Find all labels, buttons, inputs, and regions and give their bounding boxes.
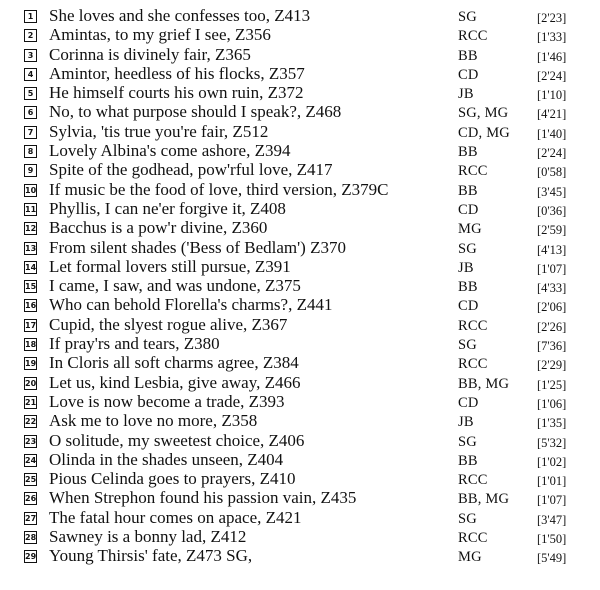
track-number-box: 14 <box>25 262 37 272</box>
track-number-box: 9 <box>24 164 37 177</box>
track-title: Young Thirsis' fate, Z473 SG, <box>49 546 253 566</box>
track-row <box>0 276 600 295</box>
track-duration: [1'33] <box>537 30 567 45</box>
track-number-box: 13 <box>25 243 37 253</box>
track-performers: RCC <box>458 28 488 45</box>
track-title: No, to what purpose should I speak?, Z468 <box>49 102 342 122</box>
track-number-box: 11 <box>25 204 37 214</box>
track-title: He himself courts his own ruin, Z372 <box>49 83 304 103</box>
track-title: Cupid, the slyest rogue alive, Z367 <box>49 314 288 334</box>
track-title: Lovely Albina's come ashore, Z394 <box>49 141 291 161</box>
track-row <box>0 218 600 237</box>
track-number-box: 6 <box>24 106 37 119</box>
track-performers: SG <box>458 240 477 257</box>
track-title: Phyllis, I can ne'er forgive it, Z408 <box>49 198 286 218</box>
track-title: Let us, kind Lesbia, give away, Z466 <box>49 372 301 392</box>
track-duration: [1'40] <box>537 126 567 141</box>
track-title: Ask me to love no more, Z358 <box>49 411 258 431</box>
track-title: When Strephon found his passion vain, Z435 <box>49 488 357 508</box>
track-title: If pray'rs and tears, Z380 <box>49 334 220 354</box>
track-number-box: 17 <box>25 320 37 330</box>
track-row <box>0 180 600 199</box>
track-duration: [1'10] <box>537 88 567 103</box>
track-title: Bacchus is a pow'r divine, Z360 <box>49 218 268 238</box>
track-performers: SG <box>458 337 477 354</box>
track-duration: [0'36] <box>537 203 567 218</box>
track-number-box: 24 <box>25 455 37 465</box>
track-number-box: 22 <box>25 417 37 427</box>
track-number-box: 4 <box>24 68 37 81</box>
track-number-box: 26 <box>25 494 37 504</box>
track-performers: BB <box>458 144 478 161</box>
track-performers: JB <box>458 259 474 276</box>
track-performers: RCC <box>458 530 488 547</box>
track-performers: MG <box>458 549 482 566</box>
track-list <box>0 6 600 566</box>
track-row <box>0 315 600 334</box>
track-row <box>0 392 600 411</box>
track-number-box: 23 <box>25 436 37 446</box>
track-number-box: 18 <box>25 340 37 350</box>
track-duration: [2'24] <box>537 146 567 161</box>
track-title: Pious Celinda goes to prayers, Z410 <box>49 469 296 489</box>
track-number-box: 25 <box>25 475 37 485</box>
track-duration: [3'45] <box>537 184 567 199</box>
track-row <box>0 83 600 102</box>
track-row <box>0 295 600 314</box>
track-title: Amintor, heedless of his flocks, Z357 <box>49 63 305 83</box>
track-duration: [2'59] <box>537 223 567 238</box>
track-row <box>0 25 600 44</box>
track-row <box>0 546 600 565</box>
track-number-box: 15 <box>25 282 37 292</box>
track-number-box: 20 <box>25 378 37 388</box>
track-row <box>0 527 600 546</box>
track-performers: RCC <box>458 163 488 180</box>
track-row <box>0 238 600 257</box>
track-duration: [2'23] <box>537 11 567 25</box>
track-duration: [1'02] <box>537 454 567 469</box>
track-duration: [4'33] <box>537 281 567 296</box>
track-performers: BB, MG <box>458 375 510 392</box>
track-performers: RCC <box>458 356 488 373</box>
track-performers: SG <box>458 510 477 527</box>
track-performers: CD <box>458 66 479 83</box>
track-title: Corinna is divinely fair, Z365 <box>49 44 251 64</box>
track-row <box>0 353 600 372</box>
track-performers: JB <box>458 414 474 431</box>
track-performers: MG <box>458 221 482 238</box>
track-title: Let formal lovers still pursue, Z391 <box>49 256 291 276</box>
track-number-box: 21 <box>25 397 37 407</box>
track-performers: SG <box>458 433 477 450</box>
track-performers: BB <box>458 452 478 469</box>
track-duration: [7'36] <box>537 339 567 354</box>
track-duration: [1'06] <box>537 396 567 411</box>
track-number-box: 3 <box>24 49 37 62</box>
track-title: Sawney is a bonny lad, Z412 <box>49 527 247 547</box>
track-title: The fatal hour comes on apace, Z421 <box>49 507 302 527</box>
track-duration: [3'47] <box>537 512 567 527</box>
track-row <box>0 141 600 160</box>
track-title: O solitude, my sweetest choice, Z406 <box>49 430 305 450</box>
track-number-box: 10 <box>25 185 37 195</box>
track-row <box>0 122 600 141</box>
track-duration: [2'29] <box>537 358 567 373</box>
track-performers: CD <box>458 394 479 411</box>
track-title: Who can behold Florella's charms?, Z441 <box>49 295 333 315</box>
track-performers: BB, MG <box>458 491 510 508</box>
track-title: From silent shades ('Bess of Bedlam') Z370 <box>49 237 346 257</box>
track-performers: BB <box>458 47 478 64</box>
track-row <box>0 6 600 25</box>
track-duration: [5'32] <box>537 435 567 450</box>
track-title: In Cloris all soft charms agree, Z384 <box>49 353 299 373</box>
track-row <box>0 373 600 392</box>
track-row <box>0 45 600 64</box>
track-number-box: 1 <box>24 10 37 23</box>
track-performers: CD <box>458 201 479 218</box>
track-row <box>0 102 600 121</box>
track-number-box: 28 <box>25 533 37 543</box>
track-number-box: 7 <box>24 126 37 139</box>
track-title: If music be the food of love, third version, Z379C <box>49 179 389 199</box>
track-title: Spite of the godhead, pow'rful love, Z417 <box>49 160 333 180</box>
track-row <box>0 199 600 218</box>
track-duration: [1'25] <box>537 377 567 392</box>
track-row <box>0 469 600 488</box>
track-title: Sylvia, 'tis true you're fair, Z512 <box>49 121 269 141</box>
track-duration: [1'50] <box>537 532 567 547</box>
track-row <box>0 334 600 353</box>
track-duration: [0'58] <box>537 165 567 180</box>
track-row <box>0 431 600 450</box>
track-duration: [5'49] <box>537 551 567 566</box>
track-row <box>0 450 600 469</box>
track-title: Amintas, to my grief I see, Z356 <box>49 25 271 45</box>
track-number-box: 8 <box>24 145 37 158</box>
track-duration: [1'07] <box>537 261 567 276</box>
track-row <box>0 64 600 83</box>
track-row <box>0 508 600 527</box>
track-number-box: 12 <box>25 224 37 234</box>
track-duration: [4'21] <box>537 107 567 122</box>
track-performers: RCC <box>458 472 488 489</box>
track-performers: BB <box>458 279 478 296</box>
track-performers: SG, MG <box>458 105 509 122</box>
track-number-box: 29 <box>25 552 37 562</box>
track-row <box>0 160 600 179</box>
track-performers: SG <box>458 9 477 25</box>
track-duration: [1'07] <box>537 493 567 508</box>
track-duration: [4'13] <box>537 242 567 257</box>
track-duration: [2'24] <box>537 68 567 83</box>
track-duration: [2'26] <box>537 319 567 334</box>
track-title: Olinda in the shades unseen, Z404 <box>49 449 284 469</box>
track-number-box: 5 <box>24 87 37 100</box>
track-performers: CD, MG <box>458 124 510 141</box>
track-duration: [1'35] <box>537 416 567 431</box>
track-number-box: 19 <box>25 359 37 369</box>
track-duration: [2'06] <box>537 300 567 315</box>
track-number-box: 16 <box>25 301 37 311</box>
track-title: I came, I saw, and was undone, Z375 <box>49 276 301 296</box>
track-number-box: 27 <box>25 513 37 523</box>
track-performers: JB <box>458 86 474 103</box>
track-duration: [1'46] <box>537 49 567 64</box>
track-title: Love is now become a trade, Z393 <box>49 391 285 411</box>
track-performers: RCC <box>458 317 488 334</box>
track-title: She loves and she confesses too, Z413 <box>49 6 311 25</box>
track-row <box>0 488 600 507</box>
track-number-box: 2 <box>24 29 37 42</box>
track-row <box>0 257 600 276</box>
track-performers: CD <box>458 298 479 315</box>
track-row <box>0 411 600 430</box>
track-performers: BB <box>458 182 478 199</box>
track-duration: [1'01] <box>537 474 567 489</box>
